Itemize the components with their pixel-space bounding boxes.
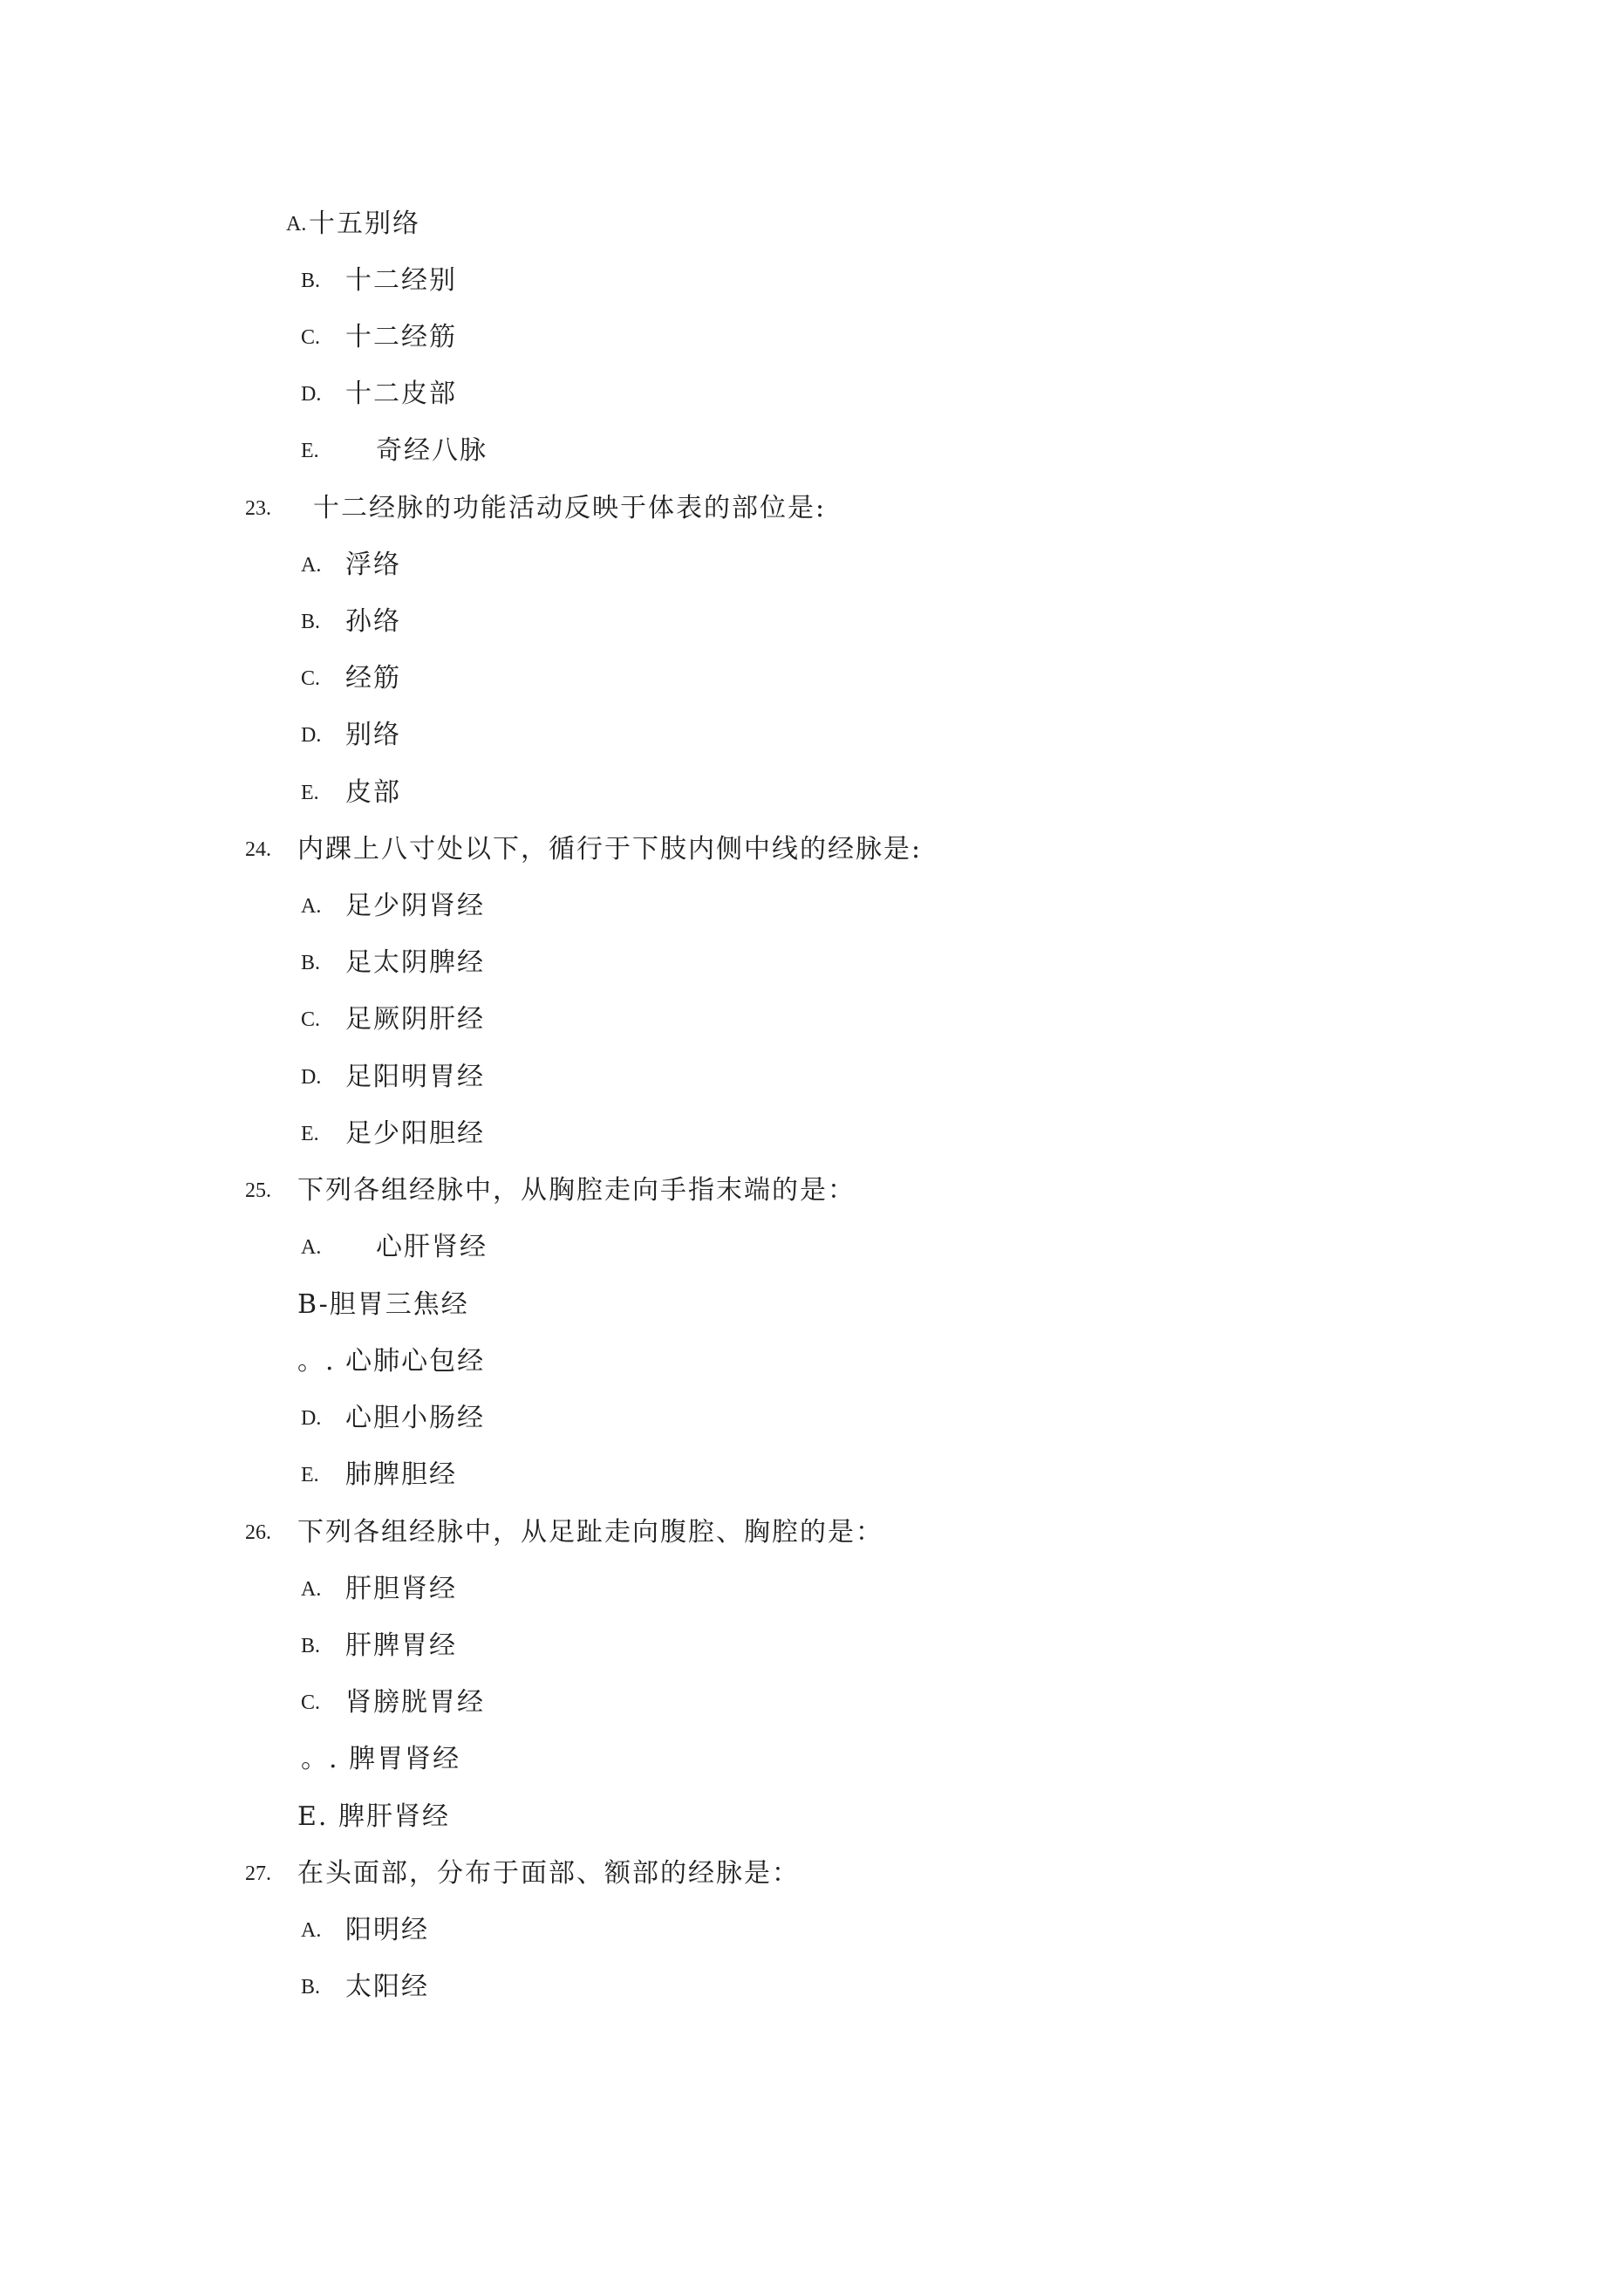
- question-text: 下列各组经脉中，从足趾走向腹腔、胸腔的是：: [297, 1517, 883, 1548]
- option-marker: E.: [301, 440, 319, 462]
- option-text: 肝胆肾经: [345, 1574, 457, 1604]
- option-text: 皮部: [345, 777, 401, 808]
- option-text: E. 脾肝肾经: [297, 1801, 450, 1832]
- option-text: 别络: [345, 720, 401, 750]
- option-text: 肝脾胃经: [345, 1630, 457, 1661]
- question-text: 下列各组经脉中，从胸腔走向手指末端的是：: [297, 1175, 856, 1206]
- option-text: 足少阳胆经: [345, 1118, 485, 1149]
- option-text: 十五别络: [309, 208, 420, 239]
- option-text: 足厥阴肝经: [345, 1004, 485, 1035]
- option-marker: D.: [301, 1066, 322, 1089]
- option-text: 肺脾胆经: [345, 1459, 457, 1490]
- question-number: 27.: [245, 1862, 271, 1885]
- option-text: 浮络: [345, 550, 401, 580]
- option-marker: A.: [301, 895, 322, 918]
- option-text: B-胆胃三焦经: [297, 1289, 469, 1320]
- option-text: 肾膀胱胃经: [345, 1687, 485, 1718]
- question-text: 在头面部，分布于面部、额部的经脉是：: [297, 1858, 800, 1889]
- option-marker: A.: [301, 1919, 322, 1942]
- option-marker: B.: [301, 611, 321, 633]
- option-text: 心肝肾经: [376, 1232, 488, 1262]
- question-number: 23.: [245, 497, 271, 520]
- option-text: 奇经八脉: [376, 435, 488, 466]
- option-text: 足太阴脾经: [345, 947, 485, 978]
- option-marker: A.: [301, 1578, 322, 1601]
- option-text: 足阳明胃经: [345, 1062, 485, 1092]
- question-number: 24.: [245, 838, 271, 861]
- option-text: 心胆小肠经: [345, 1403, 485, 1433]
- option-marker: B.: [301, 1635, 321, 1657]
- question-text: 内踝上八寸处以下，循行于下肢内侧中线的经脉是:: [297, 834, 923, 864]
- option-marker: B.: [301, 270, 321, 292]
- option-marker: C.: [301, 667, 321, 690]
- option-text: 太阳经: [345, 1971, 429, 2002]
- option-text: 。. 心肺心包经: [297, 1346, 486, 1377]
- option-text: 十二经别: [345, 265, 457, 296]
- question-number: 26.: [245, 1521, 271, 1544]
- option-marker: C.: [301, 1008, 321, 1031]
- option-marker: B.: [301, 1976, 321, 1999]
- option-marker: E.: [301, 782, 319, 804]
- option-text: 孙络: [345, 606, 401, 637]
- option-text: 经筋: [345, 663, 401, 694]
- question-text: 十二经脉的功能活动反映于体表的部位是:: [313, 493, 827, 523]
- option-text: 足少阴肾经: [345, 891, 485, 921]
- question-number: 25.: [245, 1179, 271, 1202]
- option-text: 十二经筋: [345, 322, 457, 352]
- option-marker: B.: [301, 952, 321, 974]
- option-marker: C.: [301, 1691, 321, 1714]
- option-marker: D.: [301, 383, 322, 406]
- option-marker: D.: [301, 724, 322, 747]
- option-text: 。. 脾胃肾经: [301, 1744, 461, 1774]
- option-marker: A.: [301, 1236, 322, 1259]
- option-marker: E.: [301, 1123, 319, 1145]
- option-marker: D.: [301, 1407, 322, 1430]
- option-marker: C.: [301, 326, 321, 349]
- option-marker: E.: [301, 1464, 319, 1486]
- option-marker: A.: [286, 213, 307, 236]
- option-text: 阳明经: [345, 1915, 429, 1945]
- option-text: 十二皮部: [345, 379, 457, 409]
- option-marker: A.: [301, 554, 322, 577]
